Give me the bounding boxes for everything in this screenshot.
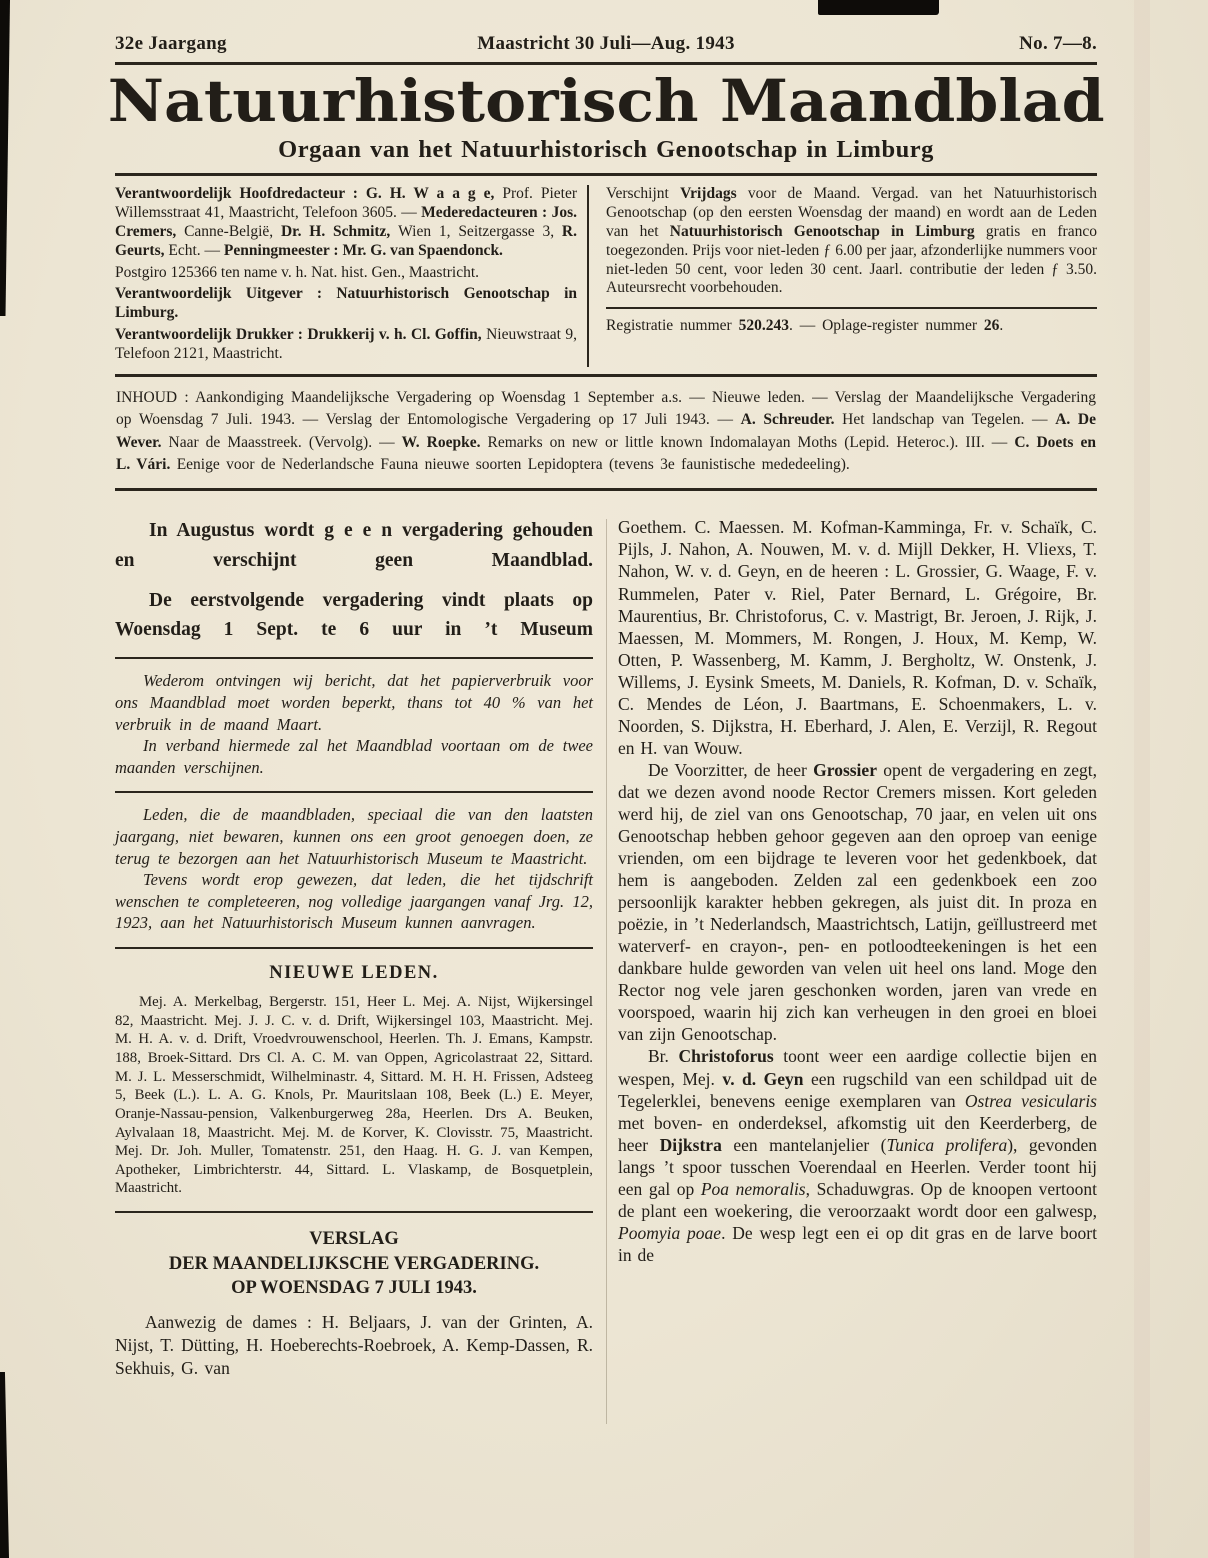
attendees-paragraph: Aanwezig de dames : H. Beljaars, J. van der Grinten, A. Nijst, T. Dütting, H. Hoeberechts-Roebroek, A. Kemp-Dassen, R. Sekhuis, G. van bbox=[115, 1312, 593, 1378]
left-column bbox=[115, 516, 593, 1424]
journal-subtitle: Orgaan van het Natuurhistorisch Genootschap in Limburg bbox=[278, 135, 934, 163]
nieuwe-leden-heading: NIEUWE LEDEN. bbox=[269, 963, 439, 984]
chairman-opening-paragraph: De Voorzitter, de heer Grossier opent de vergadering en zegt, dat we dezen avond noode Rector Cremers missen. Kort geleden werd hij, de ziel van ons Genootschap, 70 jaar, en velen uit ons Genootschap hebben gehoor gegeven aan den oproep van eenige vrienden, om een bijdrage te leveren voor het gedenkboek, dat hem is aangeboden. Zelden zal een gedenkboek een zoo persoonlijk karakter hebben gekregen, als juist dit. In proza en poëzie, in ’t Nederlandsch, Maastrichtsch, Latijn, geïllustreerd met waterverf- en crayon-, pen- en potloodteekeningen is het een dankbare hulde geworden van velen uit heel ons land. Moge den Rector nog vele jaren geschonken worden, jaren van vrede en voorspoed, waarin hij zich kan verheugen in den groei en bloei van zijn Genootschap. bbox=[618, 759, 1097, 1045]
inhoud-paragraph: INHOUD : Aankondiging Maandelijksche Vergadering op Woensdag 1 September a.s. — Nieuwe leden. — Verslag der Maandelijksche Vergadering op Woensdag 7 Juli. 1943. — Verslag der Entomologische Vergadering op 17 Juli 1943. — A. Schreuder. Het landschap van Tegelen. — A. De Wever. Naar de Maasstreek. (Vervolg). — W. Roepke. Remarks on new or little known Indomalayan Moths (Lepid. Heteroc.). III. — C. Doets en L. Vári. Eenige voor de Nederlandsche Fauna nieuwe soorten Lepidoptera (tevens 3e faunistische mededeeling). bbox=[116, 389, 1097, 474]
attendees-continuation: Goethem. C. Maessen. M. Kofman-Kamminga, Fr. v. Schaïk, C. Pijls, J. Nahon, A. Nouwen, M. v. d. Mijll Dekker, H. Vliexs, T. Nahon, W. v. d. Geyn, en de heeren : L. Grossier, G. Waage, F. v. Rummelen, Pater v. Riel, Pater Bernard, L. Grégoire, Br. Maurentius, Br. Christoforus, C. v. Mastrigt, Br. Jeroen, J. Rijk, J. Maessen, M. Mommers, M. Rongen, J. Houx, M. Kemp, W. Otten, P. Wassenberg, M. Kamm, J. Bergholtz, W. Onstenk, J. Willems, J. Eysink Smeets, M. Daniels, R. Kofman, D. v. Schaïk, C. Mendes de Léon, J. Baartmans, E. Schoenmakers, L. v. Noorden, S. Dijkstra, H. Eberhard, J. Alen, E. Verzijl, R. Regout en H. van Wouw. bbox=[618, 517, 1097, 758]
left-column-rule-3 bbox=[115, 947, 593, 949]
verslag-heading-line-2: DER MAANDELIJKSCHE VERGADERING. bbox=[168, 1253, 540, 1274]
colophon bbox=[115, 176, 1097, 374]
return-request-notice bbox=[115, 804, 593, 934]
masthead bbox=[107, 0, 1105, 176]
colophon-subscription-block bbox=[589, 185, 1097, 367]
printer-paragraph: Verantwoordelijk Drukker : Drukkerij v. h. Cl. Goffin, Nieuwstraat 9, Telefoon 2121, Maastricht. bbox=[115, 326, 577, 363]
return-notice-paragraph-2: Tevens wordt erop gewezen, dat leden, die het tijdschrift wenschen te completeeren, nog volledige jaargangen vanaf Jrg. 12, 1923, aan het Natuurhistorisch Museum kunnen aanvragen. bbox=[115, 870, 593, 933]
paper-restriction-notice bbox=[115, 670, 593, 778]
scan-artifact-left-bottom bbox=[0, 1372, 9, 1558]
verslag-heading-line-3: OP WOENSDAG 7 JULI 1943. bbox=[231, 1277, 477, 1298]
journal-title-wrap bbox=[107, 67, 1105, 135]
column-divider-rule bbox=[606, 519, 607, 1424]
paper-notice-paragraph-1: Wederom ontvingen wij bericht, dat het papierverbruik voor ons Maandblad moet worden beperkt, thans tot 40 % van het verbruik in de maand Maart. bbox=[115, 671, 593, 734]
publisher-paragraph: Verantwoordelijk Uitgever : Natuurhistorisch Genootschap in Limburg. bbox=[115, 285, 577, 322]
august-announcement: In Augustus wordt g e e n vergadering gehouden en verschijnt geen Maandblad. bbox=[115, 520, 593, 571]
masthead-row bbox=[115, 0, 1097, 55]
left-column-rule-1 bbox=[115, 657, 593, 659]
left-column-rule-2 bbox=[115, 791, 593, 793]
page-content bbox=[107, 0, 1105, 1424]
table-of-contents bbox=[115, 377, 1097, 488]
verslag-heading bbox=[115, 1227, 593, 1300]
scan-band-artifact bbox=[1134, 0, 1150, 1558]
verslag-heading-line-1: VERSLAG bbox=[309, 1229, 399, 1250]
right-column bbox=[618, 516, 1097, 1424]
paper-notice-paragraph-2: In verband hiermede zal het Maandblad voortaan om de twee maanden verschijnen. bbox=[115, 736, 593, 777]
subscription-paragraph: Verschijnt Vrijdags voor de Maand. Vergad. van het Natuurhistorisch Genootschap (op den eersten Woensdag der maand) en wordt aan de Leden van het Natuurhistorisch Genootschap in Limburg gratis en franco toegezonden. Prijs voor niet-leden ƒ 6.00 per jaar, afzonderlijke nummers voor niet-leden 50 cent, voor leden 30 cent. Jaarl. contributie der leden ƒ 3.50. Auteursrecht voorbehouden. bbox=[606, 184, 1097, 297]
exhibits-paragraph: Br. Christoforus toont weer een aardige collectie bijen en wespen, Mej. v. d. Geyn een rugschild van een schildpad uit de Tegelerklei, benevens eenige exemplaren van Ostrea vesicularis met boven- en onderdeksel, afkomstig uit den Keerderberg, de heer Dijkstra een mantelanjelier (Tunica prolifera), gevonden langs ’t spoor tusschen Voerendaal en Heerlen. Verder toont hij een gal op Poa nemoralis, Schaduwgras. Op de knoopen vertoont de plant een woekering, die veroorzaakt wordt door een galwesp, Poomyia poae. De wesp legt een ei op dit gras en de larve boort in de bbox=[618, 1046, 1097, 1265]
scan-artifact-left-top bbox=[0, 0, 10, 316]
registration-line: Registratie nummer 520.243. — Oplage-register nummer 26. bbox=[606, 317, 1004, 335]
colophon-editors-block bbox=[115, 185, 577, 367]
postgiro-paragraph: Postgiro 125366 ten name v. h. Nat. hist. Gen., Maastricht. bbox=[115, 263, 480, 281]
article-columns bbox=[115, 491, 1097, 1424]
new-members-list: Mej. A. Merkelbag, Bergerstr. 151, Heer L. Mej. A. Nijst, Wijkersingel 82, Maastricht. Mej. J. J. C. v. d. Drift, Wijkersingel 103, Maastricht. Mej. M. H. A. v. d. Drift, Vroedvrouwenschool, Heerlen. Th. J. Emans, Kampstr. 188, Broek-Sittard. Drs Cl. A. C. M. van Oppen, Agricolastraat 22, Sittard. M. J. L. Messerschmidt, Wilhelminastr. 4, Sittard. M. H. H. Frissen, Adsteeg 5, Beek (L.). L. A. G. Knols, Pr. Mauritslaan 108, Beek (L.) E. Meyer, Oranje-Nassau-pension, Valkenburgerweg 28a, Heerlen. Drs A. Beuken, Aylvalaan 18, Maastricht. Mej. M. de Korver, K. Clovisstr. 75, Maastricht. Mej. Dr. Joh. Muller, Tomatenstr. 251, den Haag. H. G. J. van Kempen, Apotheker, Limbrichterstr. 44, Sittard. L. Vlaskamp, de Bosquetplein, Maastricht. bbox=[115, 994, 593, 1197]
next-meeting-announcement: De eerstvolgende vergadering vindt plaats op Woensdag 1 Sept. te 6 uur in ’t Museum bbox=[115, 589, 593, 641]
issue-date: Maastricht 30 Juli—Aug. 1943 bbox=[477, 33, 735, 54]
left-column-rule-4 bbox=[115, 1211, 593, 1213]
editors-paragraph: Verantwoordelijk Hoofdredacteur : G. H. W a a g e, Prof. Pieter Willemsstraat 41, Maastricht, Telefoon 3605. — Mederedacteuren : Jos. Cremers, Canne-België, Dr. H. Schmitz, Wien 1, Seitzergasse 3, R. Geurts, Echt. — Penningmeester : Mr. G. van Spaendonck. bbox=[115, 184, 577, 259]
return-notice-paragraph-1: Leden, die de maandbladen, speciaal die van den laatsten jaargang, niet bewaren, kunnen ons een groot genoegen doen, ze terug te bezorgen aan het Natuurhistorisch Museum te Maastricht. bbox=[115, 805, 593, 868]
meeting-announcement bbox=[115, 516, 593, 644]
issue-number: No. 7—8. bbox=[1019, 33, 1098, 54]
journal-title: Natuurhistorisch Maandblad bbox=[107, 67, 1105, 135]
header-rule bbox=[115, 62, 1097, 65]
volume-label: 32e Jaargang bbox=[115, 33, 227, 54]
registration-rule bbox=[606, 307, 1097, 309]
